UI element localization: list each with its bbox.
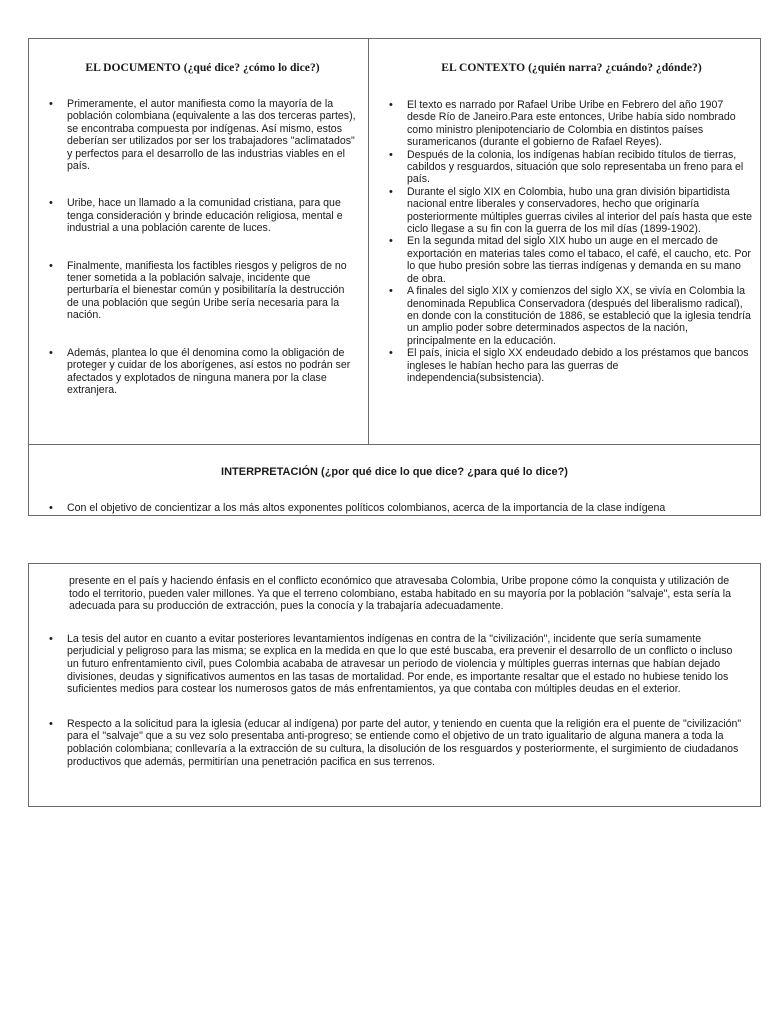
- documento-list: [49, 98, 356, 396]
- list-item: • Después de la colonia, los indígenas habían recibido títulos de tierras, cabildos y resguardos, situación que solo representaba un freno para el país.: [389, 149, 754, 186]
- documento-heading: EL DOCUMENTO (¿qué dice? ¿cómo lo dice?): [85, 61, 320, 74]
- contexto-column: [369, 39, 760, 444]
- list-item: • La tesis del autor en cuanto a evitar posteriores levantamientos indígenas en contra de la "civilización", incidente que sería sumamente perjudicial y peligroso para las misma; se explica en la medida en que lo que esté buscaba, era prevenir el desarrollo de un conflicto o incluso un futuro enfrentamiento civil, pues Colombia acababa de atravesar un periodo de violencia y múltiples guerras internas que habían dejado divisiones, deudas y significativos aumentos en las tasas de mortalidad. Por ende, es importante resaltar que el estado no hubiese tenido los suficientes medios para costear los numerosos gatos de más enfrentamientos, ya que contaba con múltiples deudas en el exterior.: [49, 633, 746, 696]
- interpretacion-list: [49, 502, 740, 514]
- list-item: • Respecto a la solicitud para la iglesia (educar al indígena) por parte del autor, y teniendo en cuenta que la religión era el puente de "civilización" para el "salvaje" que a su vez solo presentaba anti-progreso; se entiende como el objetivo de un trato igualitario de alguna manera a toda la población colombiana; conllevaría a la extracción de su cultura, la disolución de los resguardos y posteriormente, el surgimiento de ciudadanos productivos que además, permitirían una penetración pacifica en sus terrenos.: [49, 718, 746, 768]
- list-item: • En la segunda mitad del siglo XIX hubo un auge en el mercado de exportación en materias tales como el tabaco, el café, el caucho, etc. Por lo que hubo presión sobre las tierras indígenas y demanda en su mano de obra.: [389, 235, 754, 285]
- contexto-heading: EL CONTEXTO (¿quién narra? ¿cuándo? ¿dónde?): [441, 61, 702, 74]
- list-item: • Primeramente, el autor manifiesta como la mayoría de la población colombiana (equivalente a las dos terceras partes), se encontraba compuesta por indígenas. Así mismo, estos deberían ser utilizados por ser los trabajadores "aclimatados" y perfectos para el desarrollo de las industrias viables en el país.: [49, 98, 356, 172]
- continuation-box: [28, 563, 761, 807]
- list-item: • Finalmente, manifiesta los factibles riesgos y peligros de no tener sometida a la población salvaje, incidente que perturbaría el bienestar común y posibilitaría la destrucción de una población que según Uribe sería necesaria para la nación.: [49, 260, 356, 322]
- contexto-list: [389, 99, 754, 384]
- list-item: • Con el objetivo de concientizar a los más altos exponentes políticos colombianos, acerca de la importancia de la clase indígena: [49, 502, 740, 514]
- continuation-list: [49, 633, 746, 768]
- interpretacion-section: [29, 466, 760, 514]
- list-item: • A finales del siglo XIX y comienzos del siglo XX, se vivía en Colombia la denominada Republica Conservadora (después del liberalismo radical), en donde con la constitución de 1886, se estableció que la iglesia tendría un amplio poder sobre determinados aspectos de la nación, principalmente en la educación.: [389, 285, 754, 347]
- documento-column: [29, 39, 369, 444]
- document-table: [28, 38, 761, 516]
- list-item: • Además, plantea lo que él denomina como la obligación de proteger y cuidar de los aborígenes, así estos no podrán ser afectados y explotados de ninguna manera por la clase extranjera.: [49, 347, 356, 397]
- list-item: • Durante el siglo XIX en Colombia, hubo una gran división bipartidista nacional entre liberales y conservadores, hecho que originaría posteriormente múltiples guerras civiles al interior del país hasta que este ciclo llegase a su fin con la guerra de los mil días (1899-1902).: [389, 186, 754, 236]
- table-top-row: [29, 39, 760, 445]
- interpretacion-heading: INTERPRETACIÓN (¿por qué dice lo que dice? ¿para qué lo dice?): [221, 466, 568, 478]
- list-item: • El país, inicia el siglo XX endeudado debido a los préstamos que bancos ingleses le habían hecho para las guerras de independencia(subsistencia).: [389, 347, 754, 384]
- list-item: • Uribe, hace un llamado a la comunidad cristiana, para que tenga consideración y brinde educación religiosa, mental e industrial a una población carente de luces.: [49, 197, 356, 234]
- continuation-text: presente en el país y haciendo énfasis en el conflicto económico que atravesaba Colombia, Uribe propone cómo la conquista y utilización de todo el territorio, pueden valer millones. Ya que el terreno colombiano, estaba habitado en su mayoría por la población "salvaje", esta sería la adecuada para su producción de extracción, pues la conocía y la trabajaría adecuadamente.: [69, 575, 731, 613]
- list-item: • El texto es narrado por Rafael Uribe Uribe en Febrero del año 1907 desde Río de Janeiro.Para este entonces, Uribe había sido nombrado como ministro plenipotenciario de Colombia en distintos países suramericanos (durante el gobierno de Rafael Reyes).: [389, 99, 754, 149]
